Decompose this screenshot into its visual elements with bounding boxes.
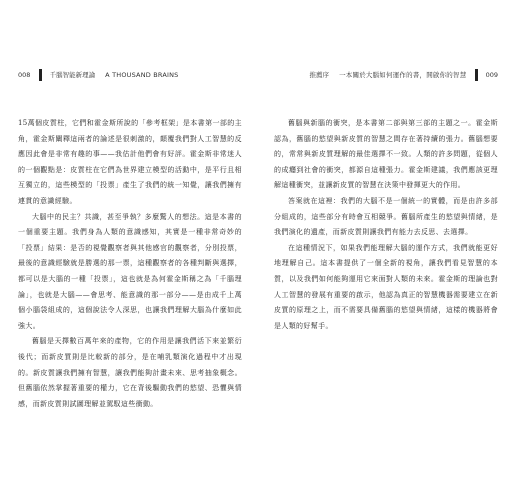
chapter-title: 一本關於大腦如何運作的書，開啟你的智慧 xyxy=(339,71,467,79)
paragraph: 大腦中的民主？共識，甚至爭執？多麼驚人的想法。這是本書的一個重要主題。我們身為人類的意識感知，其實是一種非常奇妙的「投票」結果：是否的視覺觀察者與其他感官的觀察者，分別投票，最後的意識經驗就是勝選的那一票，這種觀察者的各種判斷與選擇，都可以是大腦的一種「投票」，這也就是為何霍金斯稱之為「千腦理論」，也就是大腦——會思考、能意識的那一部分——是由成千上萬個小腦袋組成的，這個說法令人深思，也讓我們理解大腦為什麼如此強大。 xyxy=(18,212,242,330)
left-page xyxy=(18,68,242,488)
paragraph: 舊腦與新腦的衝突，是本書第二部與第三部的主題之一。霍金斯認為，舊腦的慾望與新皮質的智慧之間存在著持續的張力。舊腦想要的，常常與新皮質理解的最佳選擇不一致。人類的許多問題，從個人的成癮到社會的衝突，都源自這種張力。霍金斯建議，我們應該更理解這種衝突，並讓新皮質的智慧在決策中發揮更大的作用。 xyxy=(274,119,498,190)
running-head-divider xyxy=(475,69,478,81)
left-page-number: 008 xyxy=(18,71,31,79)
running-head-divider xyxy=(39,69,42,81)
right-body-text xyxy=(274,116,498,334)
paragraph: 答案就在這裡：我們的大腦不是一個統一的實體，而是由許多部分組成的，這些部分有時會互相競爭。舊腦所產生的慾望與情緒，是我們演化的遺產，而新皮質則讓我們有能力去反思、去選擇。 xyxy=(274,196,498,237)
paragraph: 15萬個皮質柱，它們和霍金斯所說的「參考框架」是本書第一部的主角，霍金斯闡釋這兩者的論述是很刺激的，顛覆我們對人工智慧的反應因此會是非常有趣的事——我估計他們會有好評。霍金斯非常迷人的一個觀點是：皮質柱在它們為世界建立模型的活動中，是平行且相互獨立的，這些模型的「投票」產生了我們的統一知覺，讓我們擁有連貫的意識經驗。 xyxy=(18,119,242,205)
right-running-head xyxy=(310,68,498,82)
paragraph: 在這種情況下，如果我們能理解大腦的運作方式，我們就能更好地理解自己。這本書提供了一個全新的視角，讓我們看見智慧的本質，以及我們如何能夠運用它來面對人類的未來。霍金斯的理論也對人工智慧的發展有重要的啟示，他認為真正的智慧機器需要建立在新皮質的原理之上，而不需要具備舊腦的慾望與情緒，這樣的機器將會是人類的好幫手。 xyxy=(274,243,498,330)
left-body-text xyxy=(18,116,242,412)
chapter-label: 推薦序 xyxy=(309,71,330,79)
book-title-english: A THOUSAND BRAINS xyxy=(105,71,179,79)
left-running-head xyxy=(18,68,179,82)
paragraph: 舊腦是天擇數百萬年來的產物，它的作用是讓我們活下來並繁衍後代；而新皮質則是比較新的部分，是在哺乳類演化過程中才出現的。新皮質讓我們擁有智慧，讓我們能夠計畫未來、思考抽象概念。但舊腦依然掌握著重要的權力，它在背後驅動我們的慾望、恐懼與情感，而新皮質則試圖理解並駕馭這些衝動。 xyxy=(18,337,242,408)
right-page xyxy=(274,68,498,488)
right-page-number: 009 xyxy=(485,71,498,79)
book-title: 千腦智能新理論 xyxy=(49,71,96,79)
